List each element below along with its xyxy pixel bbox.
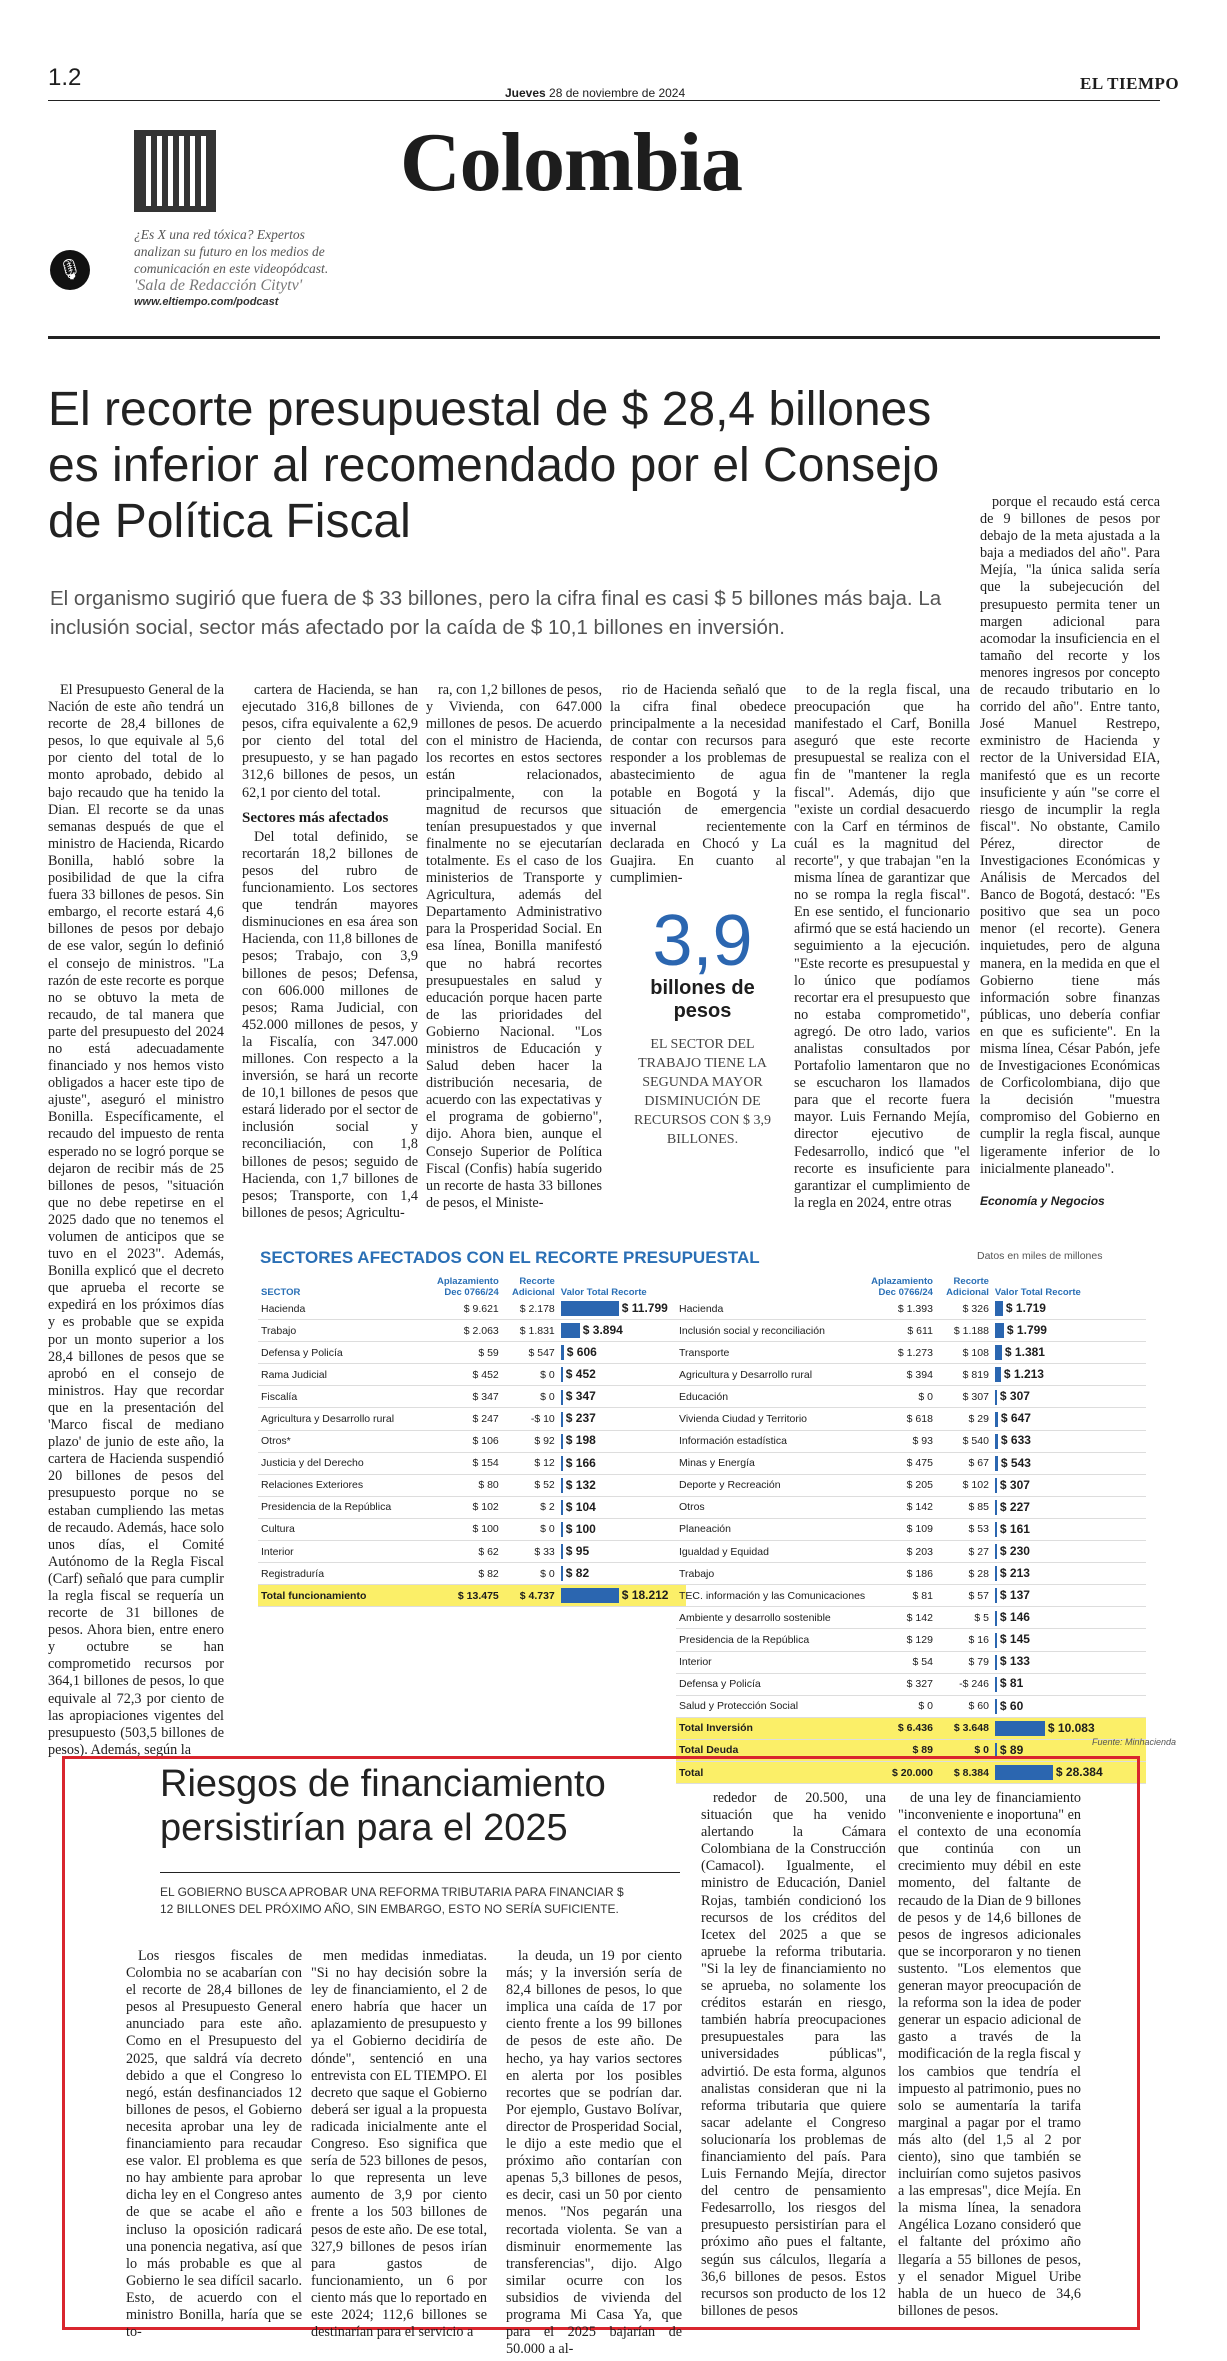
col-header-aplazamiento: Aplazamiento Dec 0766/24	[437, 1276, 499, 1298]
inv-recorte: $ 60	[936, 1695, 992, 1717]
inv-row	[676, 1320, 1146, 1342]
chart-note: Datos en miles de millones	[977, 1250, 1103, 1262]
inv-sector: Inclusión social y reconciliación	[676, 1320, 868, 1342]
main-col-5: to de la regla fiscal, una preocupación que ha manifestado el Carf, Bonilla aseguró que este recorte presupuestal se realiza con el fin de "mantener la regla fiscal". Además, dijo que "existe un cordial desacuerdo con la Carf en términos de cuál es la magnitud del recorte", y que trabajan "en la misma línea de garantizar que no se rompa la regla fiscal". En ese sentido, el funcionario afirmó que se está haciendo un seguimiento a la ejecución. "Este recorte es presupuestal y lo único que podíamos recortar era el presupuesto que no estaba comprometido", agregó. De otro lado, varios analistas consultados por Portafolio lamentaron que no se escucharon los llamados para que el recorte fuera mayor. Luis Fernando Mejía, director ejecutivo de Fedesarrollo, indicó que "el recorte es insuficiente para garantizar el cumplimiento de la regla en 2024, entre otras	[794, 682, 970, 1211]
inv-sector: Otros	[676, 1496, 868, 1518]
func-row	[258, 1430, 686, 1452]
inv-recorte: $ 307	[936, 1386, 992, 1408]
inv-total: $ 647	[992, 1408, 1146, 1430]
inv-row	[676, 1386, 1146, 1408]
inv-total-row	[676, 1717, 1146, 1739]
inv-total-total: $ 89	[992, 1739, 1146, 1761]
func-total-total: $ 18.212	[558, 1585, 686, 1607]
func-recorte: $ 0	[502, 1364, 558, 1386]
col-header-aplazamiento-inv: Aplazamiento Dec 0766/24	[871, 1276, 933, 1298]
inv-row	[676, 1541, 1146, 1563]
inv-aplazamiento: $ 129	[868, 1629, 936, 1651]
inv-bar	[995, 1412, 998, 1427]
inv-aplazamiento: $ 81	[868, 1585, 936, 1607]
pullquote-unit: billones de pesos	[650, 977, 755, 1022]
func-sector: Interior	[258, 1541, 434, 1563]
inv-recorte: $ 5	[936, 1607, 992, 1629]
func-total: $ 11.799	[558, 1298, 686, 1320]
func-aplazamiento: $ 106	[434, 1430, 502, 1452]
inv-sector: Trabajo	[676, 1563, 868, 1585]
second-headline: Riesgos de financiamiento persistirían para el 2025	[160, 1763, 606, 1849]
inv-recorte: $ 27	[936, 1541, 992, 1563]
func-row	[258, 1474, 686, 1496]
inv-row	[676, 1607, 1146, 1629]
pullquote-text: EL SECTOR DEL TRABAJO TIENE LA SEGUNDA MAYOR DISMINUCIÓN DE RECURSOS CON $ 3,9 BILLONES.	[634, 1037, 771, 1147]
second-col-2: men medidas inmediatas. "Si no hay decisión sobre la ley de financiamiento, el 2 de enero habría que hacer un aplazamiento de presupuesto y ya el Gobierno decidiría de dónde", sentenció en una entrevista con EL TIEMPO. El decreto que saque el Gobierno deberá ser igual a la propuesta radicada inicialmente ante el Congreso. Eso significa que sería de 523 billones de pesos, lo que representa un leve aumento de 3,9 por ciento frente a los 503 billones de pesos de este año. De ese total, 327,9 billones de pesos irían para gastos de funcionamiento, un 6 por ciento más que lo reportado en este 2024; 112,6 billones se destinarían para el servicio a	[311, 1948, 487, 2341]
inv-row	[676, 1474, 1146, 1496]
inv-sector: Educación	[676, 1386, 868, 1408]
inv-total-aplazamiento: $ 20.000	[868, 1761, 936, 1783]
main-dek: El organismo sugirió que fuera de $ 33 billones, pero la cifra final es casi $ 5 billones más baja. La inclusión social, sector más afectado por la caída de $ 10,1 billones en inversión.	[50, 587, 942, 639]
inv-total: $ 137	[992, 1585, 1146, 1607]
func-recorte: $ 1.831	[502, 1320, 558, 1342]
inv-row	[676, 1430, 1146, 1452]
section-title: Colombia	[400, 116, 743, 209]
inv-row	[676, 1518, 1146, 1540]
func-row	[258, 1364, 686, 1386]
inv-total: $ 307	[992, 1386, 1146, 1408]
func-aplazamiento: $ 100	[434, 1518, 502, 1540]
inv-aplazamiento: $ 394	[868, 1364, 936, 1386]
inv-total: $ 1.799	[992, 1320, 1146, 1342]
subhead-sectores: Sectores más afectados	[242, 809, 389, 826]
func-total: $ 100	[558, 1518, 686, 1540]
chart-source: Fuente: Minhacienda	[1092, 1737, 1177, 1747]
main-headline: El recorte presupuestal de $ 28,4 billones es inferior al recomendado por el Consejo de Política Fiscal	[48, 383, 940, 548]
func-sector: Relaciones Exteriores	[258, 1474, 434, 1496]
table-inversion	[676, 1264, 1146, 1784]
inv-total-sector: Total Inversión	[676, 1717, 868, 1739]
func-row	[258, 1386, 686, 1408]
inv-total-recorte: $ 3.648	[936, 1717, 992, 1739]
inv-sector: Interior	[676, 1651, 868, 1673]
func-total: $ 606	[558, 1342, 686, 1364]
inv-bar	[995, 1611, 997, 1626]
inv-bar	[995, 1434, 998, 1449]
inv-total: $ 81	[992, 1673, 1146, 1695]
func-aplazamiento: $ 59	[434, 1342, 502, 1364]
inv-recorte: $ 28	[936, 1563, 992, 1585]
inv-row	[676, 1408, 1146, 1430]
func-bar	[561, 1544, 563, 1559]
inv-bar	[995, 1655, 997, 1670]
func-total: $ 198	[558, 1430, 686, 1452]
main-col-1: El Presupuesto General de la Nación de este año tendrá un recorte de 28,4 billones de pesos, lo que equivale al 5,6 por ciento del total de lo monto aprobado, debido al bajo recaudo que ha tenido la Dian. El recorte se da unas semanas después de que el ministro de Hacienda, Ricardo Bonilla, habló sobre la posibilidad de que la cifra fuera 33 billones de pesos. Sin embargo, el recorte estará 4,6 billones de pesos por debajo de ese valor, según lo definió el consejo de ministros. "La razón de este recorte es porque no se obtuvo la meta de recaudo, de tal manera que parte del presupuesto del 2024 no está adecuadamente financiado y nos hemos visto obligados a hacer este tipo de ajuste", aseguró el ministro Bonilla. Específicamente, el recaudo del impuesto de renta esperado no se logró porque se dejaron de recibir más de 25 billones de pesos, "situación que no debe repetirse en el 2025 dado que no tenemos el volumen de anticipos que se tuvo en el 2023". Además, Bonilla explicó que el decreto que aprueba el recorte se expedirá en los próximos días y es probable que se expida por un monto superior a los 28,4 billones de pesos que se aprobó en el consejo de ministros. Hay que recordar que en la presentación del 'Marco fiscal de mediano plazo' de junio de este año, la cartera de Hacienda suspendió 20 billones de pesos del presupuesto porque no se estaban cumpliendo las metas de recaudo. Además, hace solo unos días, el Comité Autónomo de la Regla Fiscal (Carf) señaló que para cumplir la regla fiscal se requería un recorte de 31 billones de pesos. Ahora bien, entre enero y octubre se han comprometido recursos por 364,1 billones de pesos, lo que equivale al 72,3 por ciento de las apropiaciones vigentes del presupuesto (503,5 billones de pesos). Además, según la	[48, 682, 224, 1758]
inv-total-total: $ 28.384	[992, 1761, 1146, 1783]
func-row	[258, 1342, 686, 1364]
inv-sector: Transporte	[676, 1342, 868, 1364]
inv-total-sector: Total	[676, 1761, 868, 1783]
func-aplazamiento: $ 347	[434, 1386, 502, 1408]
promo-line-1: ¿Es X una red tóxica? Expertos	[134, 227, 305, 242]
promo-show-name: 'Sala de Redacción Citytv'	[134, 277, 303, 294]
inv-total: $ 543	[992, 1452, 1146, 1474]
inv-total: $ 307	[992, 1474, 1146, 1496]
inv-total: $ 213	[992, 1563, 1146, 1585]
inv-aplazamiento: $ 54	[868, 1651, 936, 1673]
inv-row	[676, 1496, 1146, 1518]
inv-recorte: $ 108	[936, 1342, 992, 1364]
func-aplazamiento: $ 154	[434, 1452, 502, 1474]
inv-sector: TEC. información y las Comunicaciones	[676, 1585, 868, 1607]
func-recorte: -$ 10	[502, 1408, 558, 1430]
page-number: 1.2	[48, 64, 82, 91]
main-col-4: rio de Hacienda señaló que la cifra final obedece principalmente a la necesidad de contar con recursos para responder a los problemas de abastecimiento de agua potable en Bogotá y la situación de emergencia invernal recientemente declarada en Chocó y La Guajira. En cuanto al cumplimien-	[610, 682, 786, 887]
inv-bar	[995, 1456, 998, 1471]
inv-aplazamiento: $ 205	[868, 1474, 936, 1496]
inv-aplazamiento: $ 475	[868, 1452, 936, 1474]
col-header-recorte: Recorte Adicional	[512, 1276, 555, 1298]
func-recorte: $ 12	[502, 1452, 558, 1474]
inv-bar	[995, 1323, 1004, 1338]
inv-bar	[995, 1677, 997, 1692]
func-aplazamiento: $ 82	[434, 1563, 502, 1585]
func-total: $ 95	[558, 1541, 686, 1563]
col-header-recorte-inv: Recorte Adicional	[946, 1276, 989, 1298]
func-sector: Registraduría	[258, 1563, 434, 1585]
inv-row	[676, 1585, 1146, 1607]
inv-aplazamiento: $ 618	[868, 1408, 936, 1430]
inv-aplazamiento: $ 1.393	[868, 1298, 936, 1320]
func-row	[258, 1496, 686, 1518]
inv-sector: Planeación	[676, 1518, 868, 1540]
func-bar	[561, 1367, 563, 1382]
func-recorte: $ 0	[502, 1518, 558, 1540]
inv-sector: Presidencia de la República	[676, 1629, 868, 1651]
func-sector: Fiscalía	[258, 1386, 434, 1408]
inv-bar	[995, 1478, 997, 1493]
inv-bar	[995, 1301, 1003, 1316]
inv-row	[676, 1651, 1146, 1673]
inv-bar	[995, 1367, 1001, 1382]
inv-total: $ 145	[992, 1629, 1146, 1651]
second-col-5: de una ley de financiamiento "inconveniente e inoportuna" en el contexto de una economía que continúa con un crecimiento muy débil en este momento, del faltante de recaudo de la Dian de 9 billones de pesos y de 14,6 billones de pesos de ingresos adicionales que se incorporaron y no tienen sustento. "Los elementos que generan mayor preocupación de la reforma son la idea de poder generar un espacio adicional de gasto a través de la modificación de la regla fiscal y los cambios que tendría el impuesto al patrimonio, pues no solo se aumentaría la tarifa marginal a pagar por el tramo más alto (del 1,5 al 2 por ciento), sino que también se incluirían como sujetos pasivos a las empresas", dice Mejía. En la misma línea, la senadora Angélica Lozano consideró que el faltante del próximo año llegaría a 55 billones de pesos, y el senador Miguel Uribe habla de un hueco de 34,6 billones de pesos.	[898, 1790, 1081, 2319]
func-aplazamiento: $ 247	[434, 1408, 502, 1430]
podcast-promo	[134, 226, 328, 311]
inv-aplazamiento: $ 142	[868, 1496, 936, 1518]
pullquote-number: 3,9	[652, 901, 753, 981]
func-sector: Trabajo	[258, 1320, 434, 1342]
func-aplazamiento: $ 452	[434, 1364, 502, 1386]
inv-total: $ 1.381	[992, 1342, 1146, 1364]
main-col-3: ra, con 1,2 billones de pesos, y Vivienda, con 647.000 millones de pesos. De acuerdo con el ministro de Hacienda, los recortes en estos sectores están relacionados, principalmente, con la magnitud de recursos que tenían presupuestados y que finalmente no se ejecutarían totalmente. Es el caso de los ministerios de Transporte y Agricultura, además del Departamento Administrativo para la Prosperidad Social. En esa línea, Bonilla manifestó que no habrá recortes presupuestales en salud y educación porque hacen parte de las prioridades del Gobierno Nacional. "Los ministros de Educación y Salud deben hacer la distribución necesaria, de acuerdo con las expectativas y el programa de gobierno", dijo. Ahora bien, aunque el Consejo Superior de Política Fiscal (Confis) había sugerido un recorte de hasta 33 billones de pesos, el Ministe-	[426, 682, 602, 1211]
func-total: $ 347	[558, 1386, 686, 1408]
inv-aplazamiento: $ 327	[868, 1673, 936, 1695]
inv-recorte: $ 1.188	[936, 1320, 992, 1342]
inv-bar	[995, 1633, 997, 1648]
second-col-1: Los riesgos fiscales de Colombia no se acabarían con el recorte de 28,4 billones de pesos al Presupuesto General anunciado para este año. Como en el Presupuesto del 2025, que saldrá vía decreto debido a que el Congreso lo negó, están desfinanciados 12 billones de pesos, el Gobierno necesita aprobar una ley de financiamiento para recaudar ese valor. El problema es que no hay ambiente para aprobar dicha ley en el Congreso antes de que se acabe el año e incluso la oposición radicará una ponencia negativa, así que lo más probable es que al Gobierno le sea difícil sacarlo. Esto, de acuerdo con el ministro Bonilla, haría que se to-	[126, 1948, 302, 2341]
col-header-total-inv: Valor Total Recorte	[994, 1287, 1081, 1298]
func-row	[258, 1452, 686, 1474]
func-bar	[561, 1390, 563, 1405]
func-total: $ 3.894	[558, 1320, 686, 1342]
func-recorte: $ 0	[502, 1563, 558, 1585]
inv-row	[676, 1342, 1146, 1364]
inv-recorte: $ 57	[936, 1585, 992, 1607]
inv-total-total: $ 10.083	[992, 1717, 1146, 1739]
func-bar	[561, 1412, 563, 1427]
main-col-2: cartera de Hacienda, se han ejecutado 316,8 billones de pesos, cifra equivalente a 62,9 por ciento del total del presupuesto, y se han pagado 312,6 billones de pesos, un 62,1 por ciento del total. Sectores más afectados Del total definido, se recortarán 18,2 billones de pesos del rubro de funcionamiento. Los sectores que tendrán mayores disminuciones en esa área son Hacienda, con 11,8 billones de pesos; Trabajo, con 3,9 billones de pesos; Defensa, con 606.000 millones de pesos; Rama Judicial, con 452.000 millones de pesos, y la Fiscalía, con 347.000 millones. Con respecto a la inversión, se hará un recorte de 10,1 billones de pesos que estará liderado por el sector de inclusión social y reconciliación, con 1,8 billones de pesos; seguido de Hacienda, con 1,7 billones de pesos; Transporte, con 1,4 billones de pesos; Agricultu-	[242, 682, 418, 1221]
inv-aplazamiento: $ 1.273	[868, 1342, 936, 1364]
func-bar	[561, 1301, 619, 1316]
func-total: $ 82	[558, 1563, 686, 1585]
func-sector: Cultura	[258, 1518, 434, 1540]
func-recorte: $ 2	[502, 1496, 558, 1518]
inv-bar	[995, 1588, 997, 1603]
col-header-total: Valor Total Recorte	[560, 1287, 647, 1298]
inv-row	[676, 1673, 1146, 1695]
inv-bar	[995, 1345, 1002, 1360]
inv-recorte: $ 67	[936, 1452, 992, 1474]
inv-total: $ 1.719	[992, 1298, 1146, 1320]
inv-total-recorte: $ 0	[936, 1739, 992, 1761]
chart-title: SECTORES AFECTADOS CON EL RECORTE PRESUPUESTAL	[260, 1248, 760, 1267]
inv-aplazamiento: $ 142	[868, 1607, 936, 1629]
func-sector: Otros*	[258, 1430, 434, 1452]
func-total: $ 452	[558, 1364, 686, 1386]
func-row	[258, 1320, 686, 1342]
func-row	[258, 1408, 686, 1430]
func-row	[258, 1563, 686, 1585]
func-aplazamiento: $ 102	[434, 1496, 502, 1518]
inv-total: $ 227	[992, 1496, 1146, 1518]
second-col-3: la deuda, un 19 por ciento más; y la inversión sería de 82,4 billones de pesos, lo que implica una caída de 17 por ciento frente a los 99 billones de pesos de este año. De hecho, ya hay varios sectores en alerta por los posibles recortes que se podrían dar. Por ejemplo, Gustavo Bolívar, director de Prosperidad Social, le dijo a este medio que el próximo año contarían con apenas 5,3 billones de pesos, es decir, casi un 50 por ciento menos. "Nos pegarán una recortada violenta. Se van a disminuir enormemente las transferencias", dijo. Algo similar ocurre con los subsidios de vivienda del programa Mi Casa Ya, que para el 2025 bajarían de 50.000 a al-	[506, 1948, 682, 2358]
inv-total: $ 230	[992, 1541, 1146, 1563]
func-bar	[561, 1500, 563, 1515]
inv-sector: Defensa y Policía	[676, 1673, 868, 1695]
inv-recorte: $ 102	[936, 1474, 992, 1496]
func-aplazamiento: $ 62	[434, 1541, 502, 1563]
inv-aplazamiento: $ 93	[868, 1430, 936, 1452]
inv-recorte: $ 819	[936, 1364, 992, 1386]
inv-recorte: $ 79	[936, 1651, 992, 1673]
func-total-sector: Total funcionamiento	[258, 1585, 434, 1607]
table-funcionamiento	[258, 1264, 686, 1607]
func-sector: Justicia y del Derecho	[258, 1452, 434, 1474]
inv-recorte: -$ 246	[936, 1673, 992, 1695]
inv-recorte: $ 540	[936, 1430, 992, 1452]
inv-sector: Hacienda	[676, 1298, 868, 1320]
inv-row	[676, 1298, 1146, 1320]
masthead: EL TIEMPO	[1080, 74, 1180, 93]
func-bar	[561, 1566, 563, 1581]
inv-total-bar	[995, 1721, 1045, 1736]
func-sector: Agricultura y Desarrollo rural	[258, 1408, 434, 1430]
podcast-mic-icon: 🎙	[50, 250, 90, 290]
func-row	[258, 1518, 686, 1540]
inv-total: $ 161	[992, 1518, 1146, 1540]
inv-recorte: $ 326	[936, 1298, 992, 1320]
date-day: Jueves	[505, 86, 546, 100]
inv-recorte: $ 29	[936, 1408, 992, 1430]
inv-total-sector: Total Deuda	[676, 1739, 868, 1761]
second-dek: EL GOBIERNO BUSCA APROBAR UNA REFORMA TRIBUTARIA PARA FINANCIAR $ 12 BILLONES DEL PRÓXIMO AÑO, SIN EMBARGO, ESTO NO SERÍA SUFICIENTE.	[160, 1885, 624, 1916]
inv-total-aplazamiento: $ 6.436	[868, 1717, 936, 1739]
inv-total: $ 146	[992, 1607, 1146, 1629]
func-bar	[561, 1522, 563, 1537]
inv-bar	[995, 1544, 997, 1559]
func-recorte: $ 547	[502, 1342, 558, 1364]
func-aplazamiento: $ 2.063	[434, 1320, 502, 1342]
inv-sector: Minas y Energía	[676, 1452, 868, 1474]
inv-sector: Vivienda Ciudad y Territorio	[676, 1408, 868, 1430]
inv-recorte: $ 53	[936, 1518, 992, 1540]
inv-row	[676, 1452, 1146, 1474]
func-recorte: $ 33	[502, 1541, 558, 1563]
inv-sector: Salud y Protección Social	[676, 1695, 868, 1717]
func-total: $ 237	[558, 1408, 686, 1430]
func-sector: Presidencia de la República	[258, 1496, 434, 1518]
inv-aplazamiento: $ 109	[868, 1518, 936, 1540]
inv-sector: Ambiente y desarrollo sostenible	[676, 1607, 868, 1629]
inv-total: $ 633	[992, 1430, 1146, 1452]
second-dek-rule	[160, 1872, 680, 1873]
func-bar	[561, 1323, 580, 1338]
inv-row	[676, 1695, 1146, 1717]
promo-line-2: analizan su futuro en los medios de	[134, 244, 325, 259]
inv-sector: Igualdad y Equidad	[676, 1541, 868, 1563]
promo-line-3: comunicación en este videopódcast.	[134, 261, 329, 276]
func-total: $ 132	[558, 1474, 686, 1496]
func-bar	[561, 1456, 563, 1471]
func-recorte: $ 0	[502, 1386, 558, 1408]
inv-row	[676, 1563, 1146, 1585]
func-bar	[561, 1478, 563, 1493]
inv-sector: Agricultura y Desarrollo rural	[676, 1364, 868, 1386]
inv-total-aplazamiento: $ 89	[868, 1739, 936, 1761]
inv-sector: Información estadística	[676, 1430, 868, 1452]
second-col-4: rededor de 20.500, una situación que ha venido alertando la Cámara Colombiana de la Construcción (Camacol). Igualmente, el ministro de Educación, Daniel Rojas, también condicionó los recursos de los créditos del Icetex del 2025 a que se apruebe la reforma tributaria. "Si la ley de financiamiento no se aprueba, no solamente los créditos estarán en riesgo, también habría preocupaciones presupuestales para las universidades públicas", advirtió. De esta forma, algunos analistas consideran que ni la reforma tributaria que quiere sacar adelante el Congreso solucionaría los problemas de financiamiento del país. Para Luis Fernando Mejía, director del centro de pensamiento Fedesarrollo, los riesgos del presupuesto persistirían para el próximo año pues el faltante, según sus cálculos, llegaría a 36,6 billones de pesos. Estos recursos son producto de los 12 billones de pesos	[701, 1790, 886, 2319]
func-sector: Hacienda	[258, 1298, 434, 1320]
inv-aplazamiento: $ 611	[868, 1320, 936, 1342]
func-total-aplazamiento: $ 13.475	[434, 1585, 502, 1607]
inv-total-recorte: $ 8.384	[936, 1761, 992, 1783]
col-header-sector: SECTOR	[261, 1287, 301, 1298]
func-aplazamiento: $ 80	[434, 1474, 502, 1496]
date-rest: 28 de noviembre de 2024	[549, 86, 686, 100]
inv-aplazamiento: $ 186	[868, 1563, 936, 1585]
inv-row	[676, 1364, 1146, 1386]
func-row	[258, 1541, 686, 1563]
func-sector: Defensa y Policía	[258, 1342, 434, 1364]
inv-recorte: $ 16	[936, 1629, 992, 1651]
func-total: $ 104	[558, 1496, 686, 1518]
promo-url[interactable]: www.eltiempo.com/podcast	[134, 296, 279, 308]
inv-bar	[995, 1522, 997, 1537]
inv-row	[676, 1629, 1146, 1651]
inv-sector: Deporte y Recreación	[676, 1474, 868, 1496]
func-sector: Rama Judicial	[258, 1364, 434, 1386]
inv-total: $ 1.213	[992, 1364, 1146, 1386]
func-total-bar	[561, 1588, 619, 1603]
inv-aplazamiento: $ 0	[868, 1386, 936, 1408]
inv-aplazamiento: $ 203	[868, 1541, 936, 1563]
qr-code	[134, 130, 216, 212]
header-top-rule	[48, 100, 1160, 101]
byline: Economía y Negocios	[980, 1194, 1105, 1208]
inv-bar	[995, 1566, 997, 1581]
inv-aplazamiento: $ 0	[868, 1695, 936, 1717]
func-row	[258, 1298, 686, 1320]
inv-bar	[995, 1500, 997, 1515]
func-total-row	[258, 1585, 686, 1607]
inv-bar	[995, 1699, 997, 1714]
func-recorte: $ 2.178	[502, 1298, 558, 1320]
main-col-6: porque el recaudo está cerca de 9 billones de pesos por debajo de la meta ajustada a la baja a mediados del año". Para Mejía, "la única salida sería que la subejecución del presupuesto permita tener un margen adicional para acomodar la insuficiencia en el tamaño del recorte y los menores ingresos por concepto de recaudo tributario en lo corrido del año". Entre tanto, José Manuel Restrepo, exministro de Hacienda y rector de la Universidad EIA, manifestó que es un recorte insuficiente y aún "se corre el riesgo de incumplir la regla fiscal". No obstante, Camilo Pérez, director de Investigaciones Económicas y Análisis de Mercados del Banco de Bogotá, destacó: "Es positivo que sea un poco menor (el recorte). Genera inquietudes, pero de alguna manera, en la medida en que el Gobierno tiene más información sobre finanzas públicas, uno debería confiar en que es suficiente". En la misma línea, César Pabón, jefe de Investigaciones Económicas de Corficolombiana, dijo que la decisión "muestra compromiso del Gobierno en cumplir la regla fiscal, aunque ligeramente inferior de lo inicialmente planeado".	[980, 494, 1160, 1177]
func-aplazamiento: $ 9.621	[434, 1298, 502, 1320]
inv-recorte: $ 85	[936, 1496, 992, 1518]
func-recorte: $ 52	[502, 1474, 558, 1496]
func-bar	[561, 1345, 564, 1360]
func-total: $ 166	[558, 1452, 686, 1474]
func-bar	[561, 1434, 563, 1449]
inv-bar	[995, 1390, 997, 1405]
pullquote	[625, 901, 780, 1149]
date-line	[505, 86, 685, 100]
inv-total: $ 133	[992, 1651, 1146, 1673]
func-recorte: $ 92	[502, 1430, 558, 1452]
func-total-recorte: $ 4.737	[502, 1585, 558, 1607]
header-bottom-rule	[48, 336, 1160, 339]
inv-total: $ 60	[992, 1695, 1146, 1717]
